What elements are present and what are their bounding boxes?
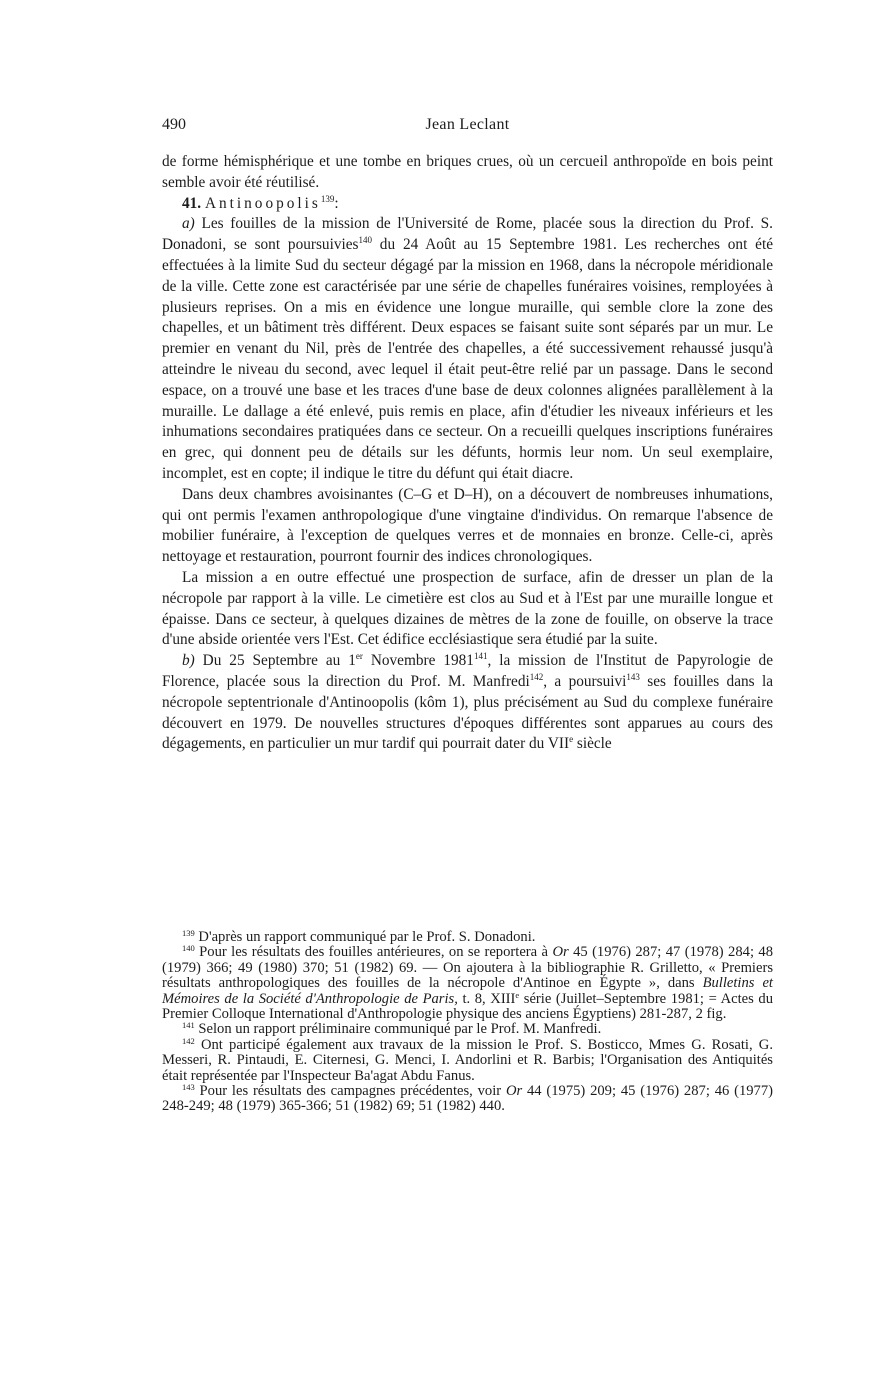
footnote-ref: 140 [358, 235, 372, 246]
superscript: e [569, 734, 574, 745]
paragraph-b-text: , a poursuivi [543, 672, 627, 690]
paragraph-b [162, 651, 773, 755]
footnote-text: D'après un rapport communiqué par le Prof. S. Donadoni. [194, 929, 536, 945]
footnote-142 [162, 1035, 773, 1084]
paragraph-b-text: , la mission de l'Institut de Papyrologie de Florence, placée sous la direction du Prof. M. Manfredi [162, 652, 774, 690]
footnote-text: Pour les résultats des campagnes précédentes, voir [194, 1083, 506, 1100]
footnote-text: 45 (1976) 287; 47 (1978) 284; 48 (1979) 366; 49 (1980) 370; 51 (1982) 69. — On ajoutera à la bibliographie R. Grilletto, « Premiers résultats anthropologiques des fouilles de la nécropole d'Antinoe en Égypte », dans [162, 944, 773, 992]
footnote-number: 141 [182, 1020, 195, 1031]
paragraph: La mission a en outre effectué une prospection de surface, afin de dresser un plan de la nécropole par rapport à la ville. Le cimetière est clos au Sud et à l'Est par une muraille longue et épaisse. Dans ce secteur, à quelques dizaines de mètres de la zone de fouille, on observe la trace d'une abside orientée vers l'Est. Cet édifice ecclésiastique sera étudié par la suite. [162, 568, 773, 649]
paragraph-b-text: Novembre 1981 [362, 652, 474, 670]
footnote-text: Pour les résultats des fouilles antérieures, on se reportera à [194, 944, 553, 961]
footnote-141 [162, 1022, 773, 1037]
paragraph-a-label: a) [182, 215, 195, 233]
paragraph-b-label: b) [182, 652, 195, 670]
paragraph-b-text: ses fouilles dans la nécropole septentrionale d'Antinoopolis (kôm 1), plus précisément au Sud du complexe funéraire découvert en 1979. De nouvelles structures d'époques différentes sont apparues au cours des dégagements, en particulier un mur tardif qui pourrait dater du VII [162, 672, 773, 753]
journal-abbrev: Or [505, 1083, 523, 1100]
body-text [162, 152, 773, 755]
footnote-text: Selon un rapport préliminaire communiqué par le Prof. M. Manfredi. [194, 1021, 602, 1038]
superscript: er [355, 651, 363, 662]
paragraph-a [162, 214, 773, 484]
paragraph-continuation: de forme hémisphérique et une tombe en briques crues, où un cercueil anthropoïde en bois peint semble avoir été réutilisé. [162, 153, 773, 191]
footnote-ref: 143 [626, 671, 640, 682]
paragraph-b-text: Du 25 Septembre au 1 [194, 652, 356, 670]
footnote-ref: 142 [529, 671, 544, 682]
footnote-text: Ont participé également aux travaux de la mission le Prof. S. Bosticco, Mmes G. Rosati, G. Messeri, R. Pintaudi, E. Citernesi, G. Menci, I. Andorlini et R. Barbis; l'Organisation des Antiquités était représentée par l'Inspecteur Ba'agat Abdu Fanus. [162, 1036, 773, 1084]
paragraph-b-text: siècle [573, 735, 612, 753]
footnote-ref: 141 [473, 651, 488, 662]
page [162, 116, 773, 755]
section-number: 41. [182, 194, 202, 212]
journal-abbrev: Or [552, 944, 569, 961]
superscript: e [515, 989, 520, 1000]
section-title: Antinoopolis [204, 194, 321, 212]
footnotes [162, 930, 773, 1115]
footnote-text: t. 8, XIII [457, 990, 516, 1007]
paragraph-a-text: du 24 Août au 15 Septembre 1981. Les recherches ont été effectuées à la limite Sud du secteur dégagé par la mission en 1968, dans la nécropole méridionale de la ville. Cette zone est caractérisée par une série de chapelles funéraires voisines, remployées à plusieurs reprises. On a mis en évidence une longue muraille, qui semble clore la zone des chapelles, et un bâtiment très différent. Deux espaces se faisant suite sont séparés par un mur. Le premier en venant du Nil, près de l'entrée des chapelles, a été successivement rehaussé jusqu'à atteindre le niveau du second, avec lequel il était peut-être relié par un passage. Dans le second espace, on a trouvé une base et les traces d'une base de deux colonnes alignées parallèlement à la muraille. Le dallage a été enlevé, puis remis en place, afin d'étudier les niveaux inférieurs et les inhumations secondaires pratiquées dans ce secteur. On a recueilli quelques inscriptions funéraires en grec, qui donnent peu de détails sur les défunts, hormis leur nom. Un seul exemplaire, incomplet, est en copte; il indique le titre du défunt qui était diacre. [162, 236, 774, 482]
footnote-number: 139 [182, 928, 195, 938]
page-header [162, 116, 773, 140]
footnote-140 [162, 945, 773, 1022]
footnote-number: 143 [182, 1082, 195, 1093]
running-title: Jean Leclant [425, 116, 510, 133]
paragraph-a-text: Les fouilles de la mission de l'Université de Rome, placée sous la direction du Prof. S. Donadoni, se sont poursuivies [162, 215, 773, 254]
journal-title: Bulletins et Mémoires de la Société d'Anthropologie de Paris, [162, 975, 773, 1007]
footnote-143 [162, 1084, 773, 1115]
section-heading [162, 194, 773, 215]
footnote-number: 140 [182, 943, 195, 954]
paragraph: Dans deux chambres avoisinantes (C–G et D–H), on a découvert de nombreuses inhumations, qui ont permis l'examen anthropologique d'une vingtaine d'individus. On remarque l'absence de mobilier funéraire, à l'exception de quelques verres et de monnaies en bronze. Celle-ci, après nettoyage et restauration, pourront fournir des indices chronologiques. [162, 485, 773, 566]
footnote-ref: 139 [320, 193, 335, 204]
section-colon: : [334, 194, 339, 212]
page-number: 490 [162, 116, 186, 133]
footnote-text: 44 (1975) 209; 45 (1976) 287; 46 (1977) 248-249; 48 (1979) 365-366; 51 (1982) 69; 51 (1982) 440. [162, 1083, 773, 1115]
footnote-number: 142 [182, 1035, 195, 1046]
footnote-text: série (Juillet–Septembre 1981; = Actes du Premier Colloque International d'Anthropologie physique des anciens Égyptiens) 281-287, 2 fig. [162, 990, 773, 1023]
